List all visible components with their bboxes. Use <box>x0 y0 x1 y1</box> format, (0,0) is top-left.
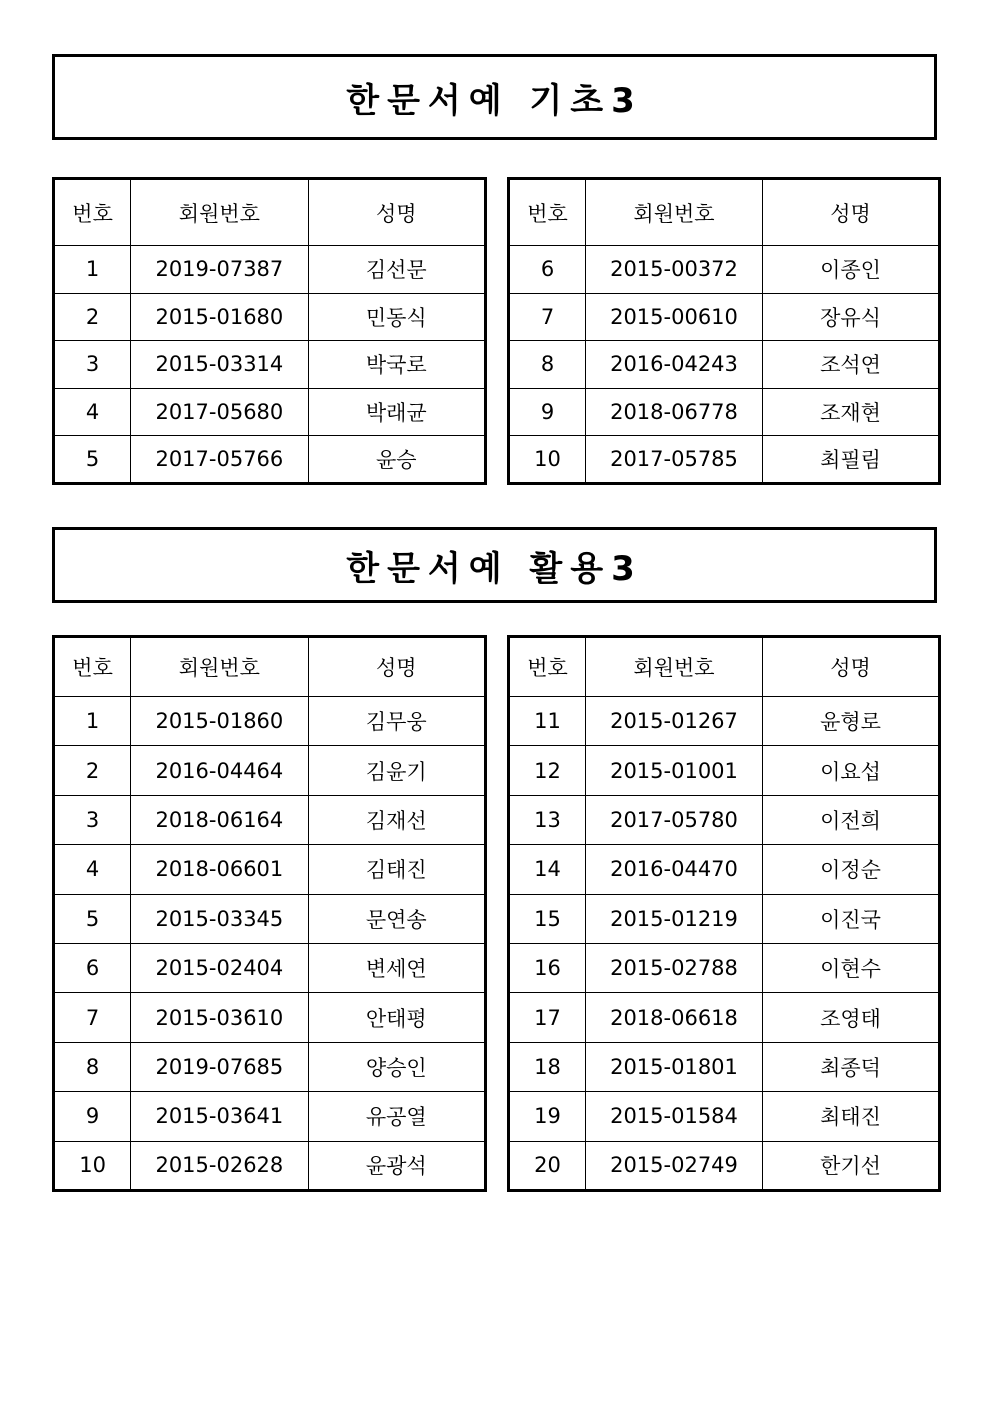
table-row <box>509 1092 940 1141</box>
table-header-row <box>54 179 486 246</box>
cell-member-id: 2015-03314 <box>131 341 308 389</box>
cell-name: 김무웅 <box>308 697 485 746</box>
cell-no: 15 <box>509 894 586 943</box>
cell-no: 2 <box>54 746 131 795</box>
cell-no: 19 <box>509 1092 586 1141</box>
cell-no: 12 <box>509 746 586 795</box>
cell-no: 18 <box>509 1042 586 1091</box>
cell-member-id: 2015-03345 <box>131 894 308 943</box>
header-member-id: 회원번호 <box>131 179 308 246</box>
cell-member-id: 2015-01860 <box>131 697 308 746</box>
table-header-row <box>509 637 940 697</box>
table-row <box>54 341 486 389</box>
table-row <box>54 993 486 1042</box>
cell-no: 7 <box>54 993 131 1042</box>
table-row <box>509 894 940 943</box>
cell-no: 9 <box>54 1092 131 1141</box>
table-row <box>509 795 940 844</box>
cell-name: 이현수 <box>763 943 940 992</box>
cell-name: 유공열 <box>308 1092 485 1141</box>
cell-no: 9 <box>509 388 586 436</box>
cell-member-id: 2015-00610 <box>586 293 763 341</box>
cell-member-id: 2015-00372 <box>586 246 763 294</box>
cell-member-id: 2015-01219 <box>586 894 763 943</box>
cell-no: 2 <box>54 293 131 341</box>
section2-title-box <box>52 527 937 603</box>
cell-name: 이진국 <box>763 894 940 943</box>
cell-name: 변세연 <box>308 943 485 992</box>
cell-member-id: 2015-02788 <box>586 943 763 992</box>
table-header-row <box>509 179 940 246</box>
cell-name: 윤광석 <box>308 1141 485 1190</box>
cell-name: 김태진 <box>308 845 485 894</box>
cell-no: 14 <box>509 845 586 894</box>
cell-no: 11 <box>509 697 586 746</box>
section1-left-table <box>52 177 487 485</box>
cell-name: 이요섭 <box>763 746 940 795</box>
cell-name: 조석연 <box>763 341 940 389</box>
header-member-id: 회원번호 <box>586 637 763 697</box>
header-member-id: 회원번호 <box>586 179 763 246</box>
table-row <box>509 1042 940 1091</box>
header-name: 성명 <box>308 179 485 246</box>
cell-member-id: 2019-07685 <box>131 1042 308 1091</box>
cell-name: 민동식 <box>308 293 485 341</box>
header-member-id: 회원번호 <box>131 637 308 697</box>
cell-no: 20 <box>509 1141 586 1190</box>
section2-right-table <box>507 635 941 1192</box>
cell-no: 5 <box>54 894 131 943</box>
cell-name: 한기선 <box>763 1141 940 1190</box>
table-row <box>509 845 940 894</box>
cell-name: 최필림 <box>763 436 940 484</box>
cell-member-id: 2016-04470 <box>586 845 763 894</box>
cell-member-id: 2017-05785 <box>586 436 763 484</box>
header-name: 성명 <box>763 637 940 697</box>
table-row <box>509 1141 940 1190</box>
cell-name: 김윤기 <box>308 746 485 795</box>
table-row <box>509 388 940 436</box>
cell-member-id: 2015-01680 <box>131 293 308 341</box>
table-row <box>54 293 486 341</box>
cell-no: 8 <box>54 1042 131 1091</box>
cell-member-id: 2015-01584 <box>586 1092 763 1141</box>
table-row <box>509 697 940 746</box>
table-row <box>54 697 486 746</box>
cell-no: 5 <box>54 436 131 484</box>
cell-member-id: 2015-03610 <box>131 993 308 1042</box>
header-no: 번호 <box>509 637 586 697</box>
cell-member-id: 2015-03641 <box>131 1092 308 1141</box>
cell-member-id: 2016-04464 <box>131 746 308 795</box>
cell-member-id: 2015-02628 <box>131 1141 308 1190</box>
cell-name: 박국로 <box>308 341 485 389</box>
table-row <box>54 894 486 943</box>
header-no: 번호 <box>54 637 131 697</box>
section1-title: 한문서예 기초3 <box>346 80 643 121</box>
table-row <box>54 1092 486 1141</box>
cell-no: 16 <box>509 943 586 992</box>
table-row <box>54 436 486 484</box>
cell-member-id: 2017-05780 <box>586 795 763 844</box>
table-row <box>54 943 486 992</box>
cell-member-id: 2015-02404 <box>131 943 308 992</box>
table-row <box>54 1042 486 1091</box>
table-row <box>509 746 940 795</box>
cell-no: 4 <box>54 388 131 436</box>
cell-member-id: 2015-01267 <box>586 697 763 746</box>
cell-name: 박래균 <box>308 388 485 436</box>
cell-name: 김재선 <box>308 795 485 844</box>
cell-no: 3 <box>54 341 131 389</box>
cell-member-id: 2019-07387 <box>131 246 308 294</box>
cell-member-id: 2018-06601 <box>131 845 308 894</box>
cell-name: 윤형로 <box>763 697 940 746</box>
cell-no: 8 <box>509 341 586 389</box>
cell-no: 10 <box>509 436 586 484</box>
cell-name: 김선문 <box>308 246 485 294</box>
table-row <box>509 293 940 341</box>
table-row <box>54 1141 486 1190</box>
cell-member-id: 2016-04243 <box>586 341 763 389</box>
cell-no: 13 <box>509 795 586 844</box>
cell-member-id: 2017-05766 <box>131 436 308 484</box>
table-row <box>509 341 940 389</box>
table-row <box>509 943 940 992</box>
section2-left-table <box>52 635 487 1192</box>
cell-no: 6 <box>54 943 131 992</box>
cell-no: 6 <box>509 246 586 294</box>
cell-name: 조영태 <box>763 993 940 1042</box>
header-no: 번호 <box>509 179 586 246</box>
cell-name: 최태진 <box>763 1092 940 1141</box>
cell-no: 17 <box>509 993 586 1042</box>
cell-name: 문연송 <box>308 894 485 943</box>
cell-no: 4 <box>54 845 131 894</box>
cell-name: 윤승 <box>308 436 485 484</box>
cell-member-id: 2015-01001 <box>586 746 763 795</box>
cell-name: 이정순 <box>763 845 940 894</box>
header-name: 성명 <box>308 637 485 697</box>
section1-right-table <box>507 177 941 485</box>
cell-no: 1 <box>54 246 131 294</box>
section2-title: 한문서예 활용3 <box>346 548 643 589</box>
cell-no: 10 <box>54 1141 131 1190</box>
header-name: 성명 <box>763 179 940 246</box>
cell-name: 조재현 <box>763 388 940 436</box>
table-row <box>509 246 940 294</box>
cell-name: 이종인 <box>763 246 940 294</box>
cell-name: 안태평 <box>308 993 485 1042</box>
cell-no: 1 <box>54 697 131 746</box>
table-row <box>54 795 486 844</box>
cell-name: 이전희 <box>763 795 940 844</box>
cell-member-id: 2018-06164 <box>131 795 308 844</box>
cell-member-id: 2015-02749 <box>586 1141 763 1190</box>
table-row <box>54 388 486 436</box>
cell-name: 장유식 <box>763 293 940 341</box>
cell-name: 양승인 <box>308 1042 485 1091</box>
table-row <box>54 845 486 894</box>
table-row <box>509 436 940 484</box>
cell-member-id: 2015-01801 <box>586 1042 763 1091</box>
cell-no: 7 <box>509 293 586 341</box>
table-header-row <box>54 637 486 697</box>
cell-member-id: 2017-05680 <box>131 388 308 436</box>
cell-name: 최종덕 <box>763 1042 940 1091</box>
table-row <box>54 746 486 795</box>
table-row <box>54 246 486 294</box>
cell-member-id: 2018-06618 <box>586 993 763 1042</box>
table-row <box>509 993 940 1042</box>
cell-no: 3 <box>54 795 131 844</box>
cell-member-id: 2018-06778 <box>586 388 763 436</box>
section1-title-box <box>52 54 937 140</box>
header-no: 번호 <box>54 179 131 246</box>
